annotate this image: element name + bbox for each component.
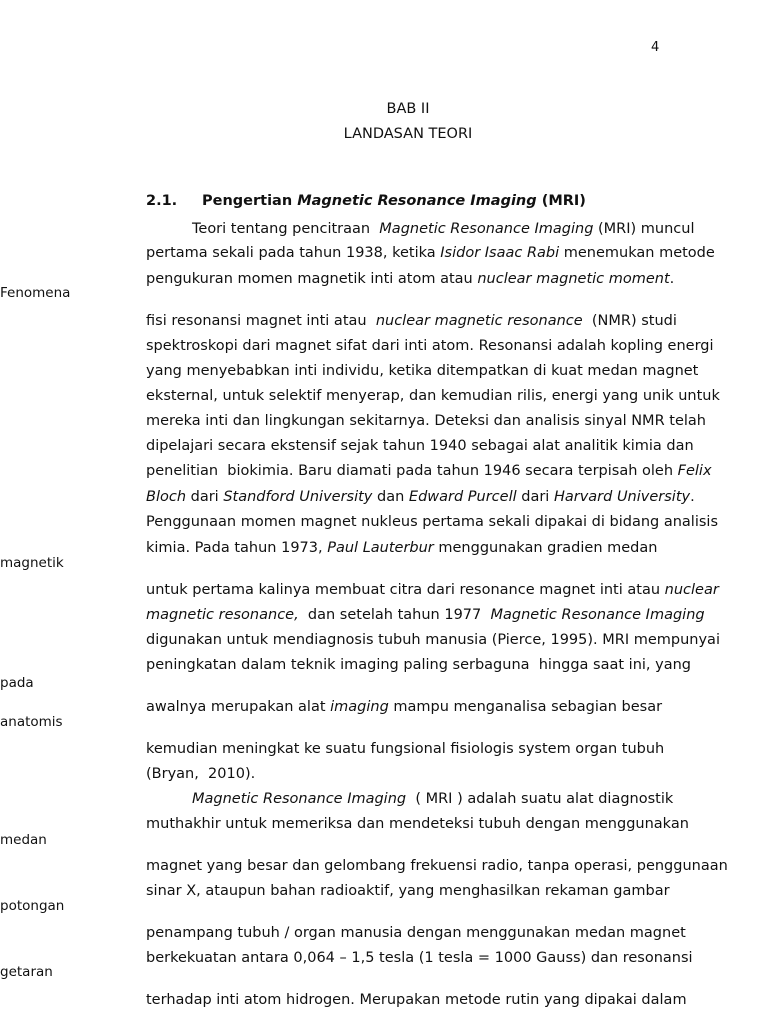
text-line <box>146 512 718 532</box>
text-segment: terhadap inti atom hidrogen. Merupakan metode rutin yang dipakai dalam <box>146 992 687 1008</box>
text-segment: eksternal, untuk selektif menyerap, dan kemudian rilis, energi yang unik untuk <box>146 388 720 404</box>
text-segment: Penggunaan momen magnet nukleus pertama sekali dipakai di bidang analisis <box>146 514 718 530</box>
text-segment: Teori tentang pencitraan <box>192 221 380 237</box>
italic-term: Magnetic Resonance Imaging <box>192 791 407 807</box>
text-segment: magnet yang besar dan gelombang frekuensi radio, tanpa operasi, penggunaan <box>146 858 728 874</box>
text-segment: muthakhir untuk memeriksa dan mendeteksi tubuh dengan menggunakan <box>146 816 689 832</box>
text-segment: ( MRI ) adalah suatu alat diagnostik <box>406 791 674 807</box>
section-number: 2.1. <box>146 193 178 209</box>
text-line <box>146 630 720 650</box>
italic-term: Bloch <box>146 489 187 505</box>
text-line <box>146 538 657 558</box>
italic-term: nuclear <box>664 582 719 598</box>
text-line <box>146 856 728 876</box>
text-line <box>146 269 674 289</box>
text-segment: dipelajari secara ekstensif sejak tahun 1940 sebagai alat analitik kimia dan <box>146 438 694 454</box>
text-segment: . <box>669 271 675 287</box>
italic-term: magnetic resonance, <box>146 607 299 623</box>
margin-word: pada <box>0 675 34 691</box>
text-segment: (MRI) muncul <box>593 221 695 237</box>
italic-term: Felix <box>677 463 712 479</box>
page-number: 4 <box>651 40 660 55</box>
text-segment: sinar X, ataupun bahan radioaktif, yang menghasilkan rekaman gambar <box>146 883 670 899</box>
text-segment: penampang tubuh / organ manusia dengan menggunakan medan magnet <box>146 925 686 941</box>
text-segment: mereka inti dan lingkungan sekitarnya. Deteksi dan analisis sinyal NMR telah <box>146 413 706 429</box>
italic-term: nuclear magnetic moment <box>477 271 670 287</box>
italic-term: Magnetic Resonance Imaging <box>379 221 594 237</box>
text-segment: spektroskopi dari magnet sifat dari inti atom. Resonansi adalah kopling energi <box>146 338 714 354</box>
text-segment: yang menyebabkan inti individu, ketika ditempatkan di kuat medan magnet <box>146 363 699 379</box>
text-line <box>146 739 664 759</box>
text-segment: digunakan untuk mendiagnosis tubuh manusia (Pierce, 1995). MRI mempunyai <box>146 632 720 648</box>
text-line <box>146 461 712 481</box>
text-line <box>146 605 705 625</box>
chapter-label: BAB II <box>386 101 430 117</box>
italic-term: Harvard University <box>553 489 691 505</box>
text-segment: menggunakan gradien medan <box>433 540 658 556</box>
text-line <box>146 487 695 507</box>
text-line <box>146 311 677 331</box>
text-segment: peningkatan dalam teknik imaging paling serbaguna hingga saat ini, yang <box>146 657 691 673</box>
text-segment: (NMR) studi <box>582 313 677 329</box>
text-line <box>146 655 691 675</box>
italic-term: imaging <box>330 699 389 715</box>
italic-term: nuclear magnetic resonance <box>375 313 583 329</box>
text-line <box>192 789 673 809</box>
text-segment: dan <box>372 489 409 505</box>
italic-term: Edward Purcell <box>408 489 517 505</box>
text-line <box>146 881 670 901</box>
margin-word: getaran <box>0 964 53 980</box>
text-segment: dari <box>516 489 554 505</box>
italic-term: Standford University <box>223 489 373 505</box>
text-segment: kimia. Pada tahun 1973, <box>146 540 328 556</box>
section-title-suffix: (MRI) <box>536 193 586 209</box>
text-segment: dan setelah tahun 1977 <box>298 607 491 623</box>
text-segment: fisi resonansi magnet inti atau <box>146 313 376 329</box>
italic-term: Magnetic Resonance Imaging <box>490 607 705 623</box>
margin-word: potongan <box>0 898 65 914</box>
italic-term: Paul Lauterbur <box>327 540 434 556</box>
section-title-italic: Magnetic Resonance Imaging <box>297 193 537 209</box>
text-segment: awalnya merupakan alat <box>146 699 331 715</box>
text-line <box>146 386 720 406</box>
text-line <box>146 814 689 834</box>
margin-word: Fenomena <box>0 285 71 301</box>
text-line <box>146 243 715 263</box>
margin-word: magnetik <box>0 555 64 571</box>
text-line <box>146 361 698 381</box>
chapter-title: LANDASAN TEORI <box>343 126 473 142</box>
italic-term: Isidor Isaac Rabi <box>440 245 560 261</box>
margin-word: anatomis <box>0 714 63 730</box>
text-line <box>192 219 695 239</box>
text-segment: berkekuatan antara 0,064 – 1,5 tesla (1 tesla = 1000 Gauss) dan resonansi <box>146 950 693 966</box>
text-segment: mampu menganalisa sebagian besar <box>388 699 663 715</box>
text-line <box>146 580 719 600</box>
text-line <box>146 411 706 431</box>
text-segment: . <box>690 489 695 505</box>
text-segment: kemudian meningkat ke suatu fungsional fisiologis system organ tubuh <box>146 741 665 757</box>
text-line <box>146 336 714 356</box>
text-segment: menemukan metode <box>559 245 715 261</box>
text-line <box>146 764 255 784</box>
section-heading <box>146 193 586 209</box>
section-title-prefix: Pengertian <box>202 193 298 209</box>
text-line <box>146 697 662 717</box>
text-line <box>146 436 694 456</box>
text-line <box>146 923 686 943</box>
text-segment: pertama sekali pada tahun 1938, ketika <box>146 245 441 261</box>
text-line <box>146 990 687 1010</box>
text-segment: (Bryan, 2010). <box>146 766 256 782</box>
margin-word: medan <box>0 832 47 848</box>
text-segment: dari <box>186 489 224 505</box>
text-line <box>146 948 693 968</box>
text-segment: pengukuran momen magnetik inti atom atau <box>146 271 478 287</box>
text-segment: untuk pertama kalinya membuat citra dari resonance magnet inti atau <box>146 582 665 598</box>
text-segment: penelitian biokimia. Baru diamati pada tahun 1946 secara terpisah oleh <box>146 463 678 479</box>
